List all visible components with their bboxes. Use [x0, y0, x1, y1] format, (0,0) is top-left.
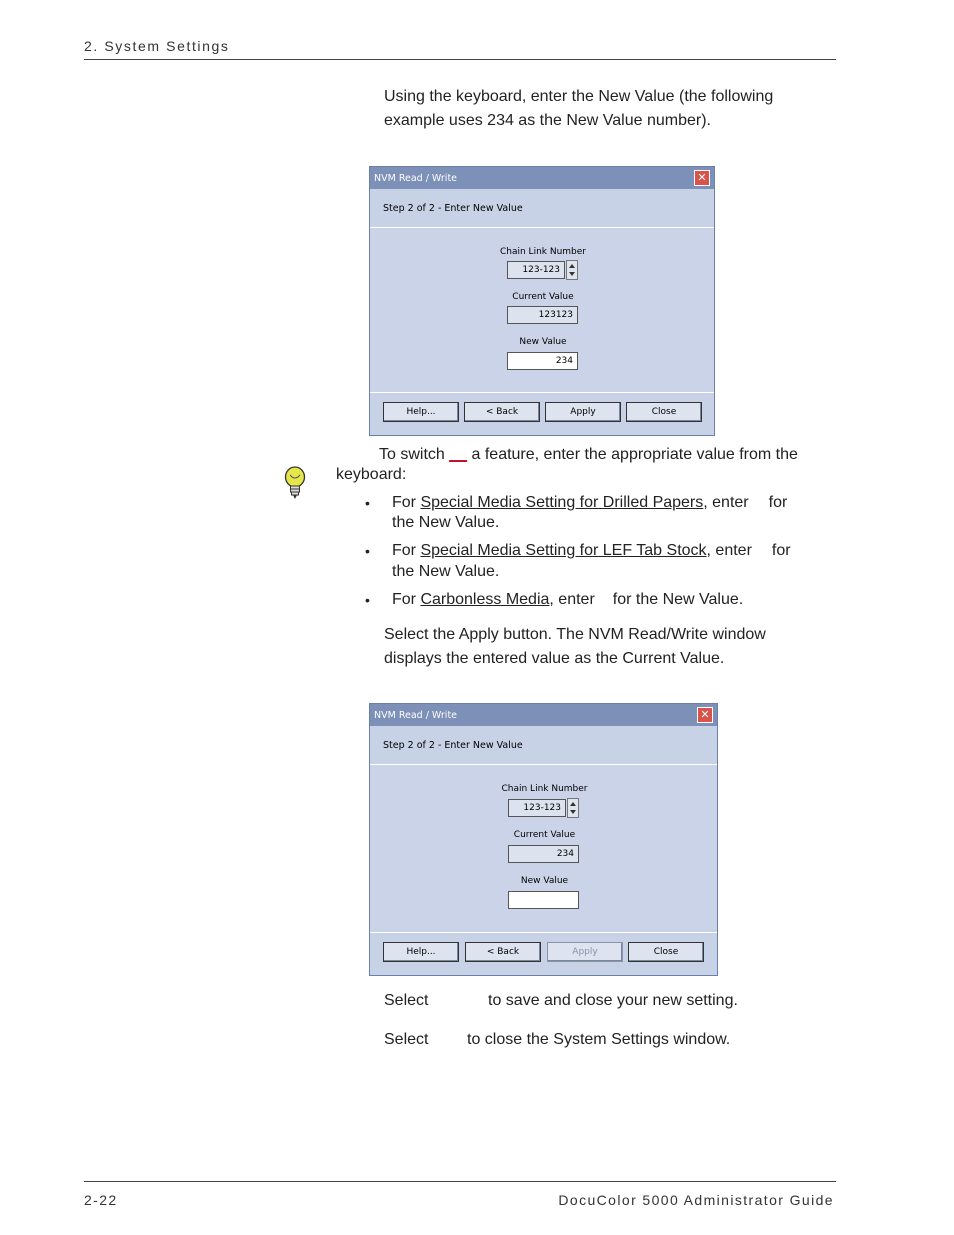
dialog-titlebar [370, 704, 717, 726]
new-value-label: New Value [519, 337, 567, 347]
step-label: Step 2 of 2 - Enter New Value [383, 203, 523, 214]
chain-link-stepper[interactable] [566, 260, 578, 280]
close-button[interactable]: Close [628, 942, 704, 962]
nvm-dialog-entry [369, 166, 715, 436]
bullet-item-lef-tab-line2: the New Value. [392, 563, 500, 580]
step-label: Step 2 of 2 - Enter New Value [383, 740, 523, 751]
chain-link-field[interactable]: 123-123 [508, 799, 566, 817]
exit-step-select: Select [384, 1031, 429, 1048]
intro-line-2: example uses 234 as the New Value number). [384, 112, 711, 129]
bullet-item-drilled: For Special Media Setting for Drilled Papers, enter for [392, 494, 788, 511]
chain-link-stepper[interactable] [567, 798, 579, 818]
dialog-titlebar [370, 167, 714, 189]
apply-button[interactable]: Apply [545, 402, 621, 422]
back-button[interactable]: < Back [464, 402, 540, 422]
close-step-select: Select [384, 992, 429, 1009]
dialog-step-header [370, 726, 717, 765]
header-rule [84, 59, 836, 60]
chain-link-label: Chain Link Number [501, 784, 588, 794]
bullet-item-carbonless: For Carbonless Media, enter for the New Value. [392, 591, 744, 608]
bullet-marker: • [365, 592, 370, 608]
tip-line-2: keyboard: [336, 466, 407, 483]
intro-line-1: Using the keyboard, enter the New Value (the following [384, 88, 774, 105]
new-value-input[interactable]: 234 [507, 352, 578, 370]
close-button[interactable]: Close [626, 402, 702, 422]
dialog-title: NVM Read / Write [374, 173, 458, 184]
back-button[interactable]: < Back [465, 942, 541, 962]
exit-step-text: to close the System Settings window. [467, 1031, 731, 1048]
lightbulb-tip-icon [284, 466, 306, 500]
bullet-marker: • [365, 543, 370, 559]
apply-button-disabled: Apply [547, 942, 623, 962]
footer-rule [84, 1181, 836, 1182]
new-value-input[interactable] [508, 891, 579, 909]
link-lef-tab-stock[interactable]: Special Media Setting for LEF Tab Stock [420, 542, 707, 559]
close-step-text: to save and close your new setting. [488, 992, 738, 1009]
help-button[interactable]: Help... [383, 942, 459, 962]
link-carbonless-media[interactable]: Carbonless Media [420, 591, 550, 608]
apply-line-2: displays the entered value as the Current Value. [384, 650, 725, 667]
guide-title: DocuColor 5000 Administrator Guide [558, 1192, 834, 1208]
current-value-label: Current Value [512, 292, 574, 302]
help-button[interactable]: Help... [383, 402, 459, 422]
new-value-label: New Value [520, 876, 569, 886]
dialog-step-header [370, 189, 714, 228]
current-value-field: 123123 [507, 306, 578, 324]
chain-link-label: Chain Link Number [499, 247, 586, 257]
link-drilled-papers[interactable]: Special Media Setting for Drilled Papers [420, 494, 704, 511]
dialog-button-bar [370, 392, 714, 435]
close-icon[interactable]: ✕ [697, 707, 713, 723]
apply-line-1: Select the Apply button. The NVM Read/Write window [384, 626, 766, 643]
current-value-label: Current Value [513, 830, 576, 840]
dialog-body [370, 765, 717, 929]
bullet-item-drilled-line2: the New Value. [392, 514, 500, 531]
tip-blank: __ [449, 446, 468, 463]
nvm-dialog-applied [369, 703, 718, 976]
dialog-title: NVM Read / Write [374, 710, 458, 721]
bullet-item-lef-tab: For Special Media Setting for LEF Tab Stock, enter for [392, 542, 791, 559]
dialog-button-bar [370, 932, 717, 975]
dialog-body [370, 228, 714, 392]
bullet-marker: • [365, 495, 370, 511]
running-header: 2. System Settings [84, 38, 230, 54]
close-icon[interactable]: ✕ [694, 170, 710, 186]
current-value-field: 234 [508, 845, 579, 863]
chain-link-field[interactable]: 123-123 [507, 261, 565, 279]
page-number: 2-22 [84, 1192, 118, 1208]
tip-line-1: To switch __ a feature, enter the appropriate value from the [379, 446, 798, 463]
